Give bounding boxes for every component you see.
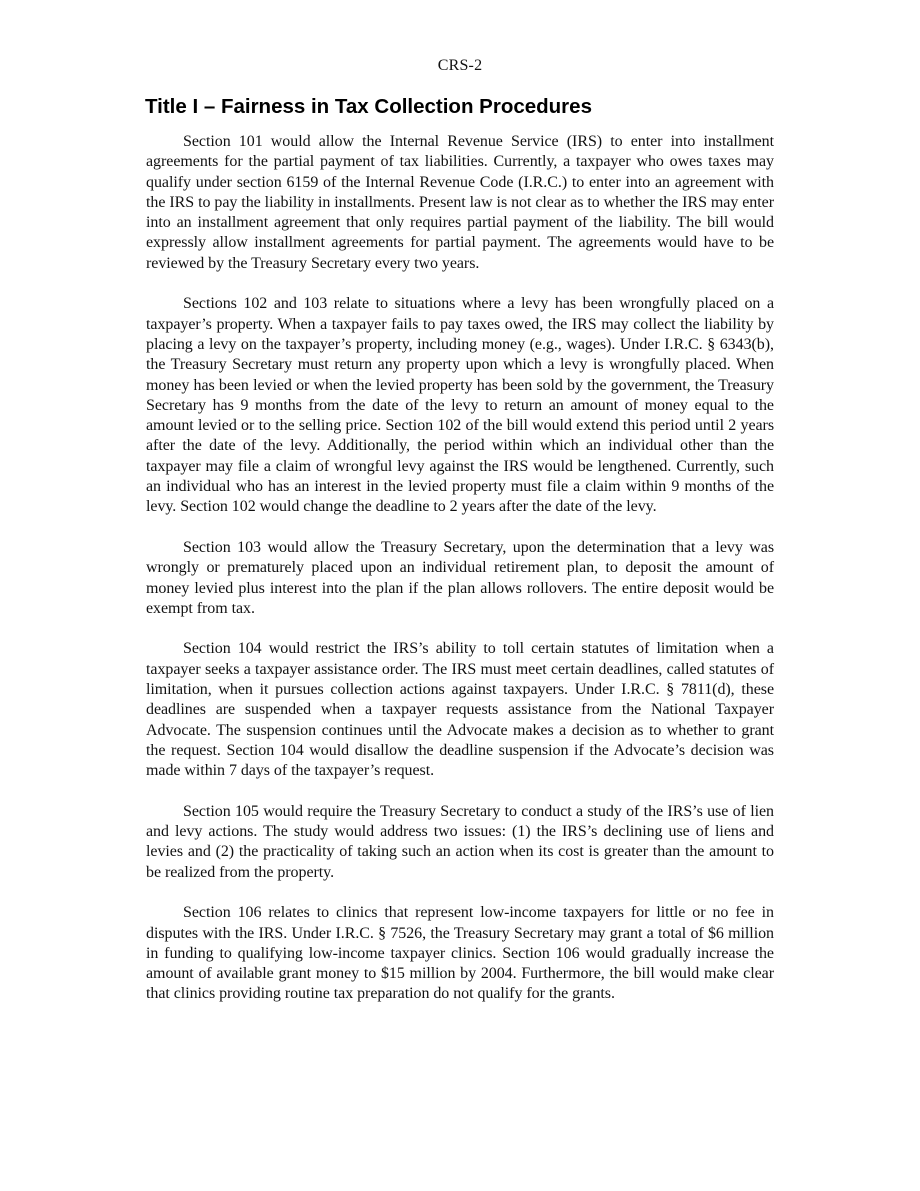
paragraph-section-101: Section 101 would allow the Internal Revenue Service (IRS) to enter into installment agreements for the partial payment of tax liabilities. Currently, a taxpayer who owes taxes may qualify under section 6159 of the Internal Revenue Code (I.R.C.) to enter into an agreement with the IRS to pay the liability in installments. Present law is not clear as to whether the IRS may enter into an installment agreement that only requires partial payment of the liability. The bill would expressly allow installment agreements for partial payment. The agreements would have to be reviewed by the Treasury Secretary every two years. [146,133,774,272]
paragraph-section-104: Section 104 would restrict the IRS’s ability to toll certain statutes of limitation when a taxpayer seeks a taxpayer assistance order. The IRS must meet certain deadlines, called statutes of limitation, when it pursues collection actions against taxpayers. Under I.R.C. § 7811(d), these deadlines are suspended when a taxpayer requests assistance from the National Taxpayer Advocate. The suspension continues until the Advocate makes a decision as to whether to grant the request. Section 104 would disallow the deadline suspension if the Advocate’s decision was made within 7 days of the taxpayer’s request. [146,640,774,780]
page-number: CRS-2 [437,57,483,74]
paragraph-sections-102-103: Sections 102 and 103 relate to situations where a levy has been wrongfully placed on a taxpayer’s property. When a taxpayer fails to pay taxes owed, the IRS may collect the liability by placing a levy on the taxpayer’s property, including money (e.g., wages). Under I.R.C. § 6343(b), the Treasury Secretary must return any property upon which a levy is wrongfully placed. When money has been levied or when the levied property has been sold by the government, the Treasury Secretary has 9 months from the date of the levy to return an amount of money equal to the amount levied or to the selling price. Section 102 of the bill would extend this period until 2 years after the date of the levy. Additionally, the period within which an individual other than the taxpayer may file a claim of wrongful levy against the IRS would be lengthened. Currently, such an individual who has an interest in the levied property must file a claim within 9 months of the levy. Section 102 would change the deadline to 2 years after the date of the levy. [146,295,774,516]
paragraph-section-103: Section 103 would allow the Treasury Secretary, upon the determination that a levy was wrongly or prematurely placed upon an individual retirement plan, to deposit the amount of money levied plus interest into the plan if the plan allows rollovers. The entire deposit would be exempt from tax. [146,538,774,617]
document-page [146,56,774,1025]
paragraph-section-105: Section 105 would require the Treasury Secretary to conduct a study of the IRS’s use of lien and levy actions. The study would address two issues: (1) the IRS’s declining use of liens and levies and (2) the practicality of taking such an action when its cost is greater than the amount to be realized from the property. [146,802,774,881]
paragraph-section-106: Section 106 relates to clinics that represent low-income taxpayers for little or no fee in disputes with the IRS. Under I.R.C. § 7526, the Treasury Secretary may grant a total of $6 million in funding to qualifying low-income taxpayer clinics. Section 106 would gradually increase the amount of available grant money to $15 million by 2004. Furthermore, the bill would make clear that clinics providing routine tax preparation do not qualify for the grants. [146,904,774,1003]
section-title: Title I – Fairness in Tax Collection Procedures [145,95,592,118]
